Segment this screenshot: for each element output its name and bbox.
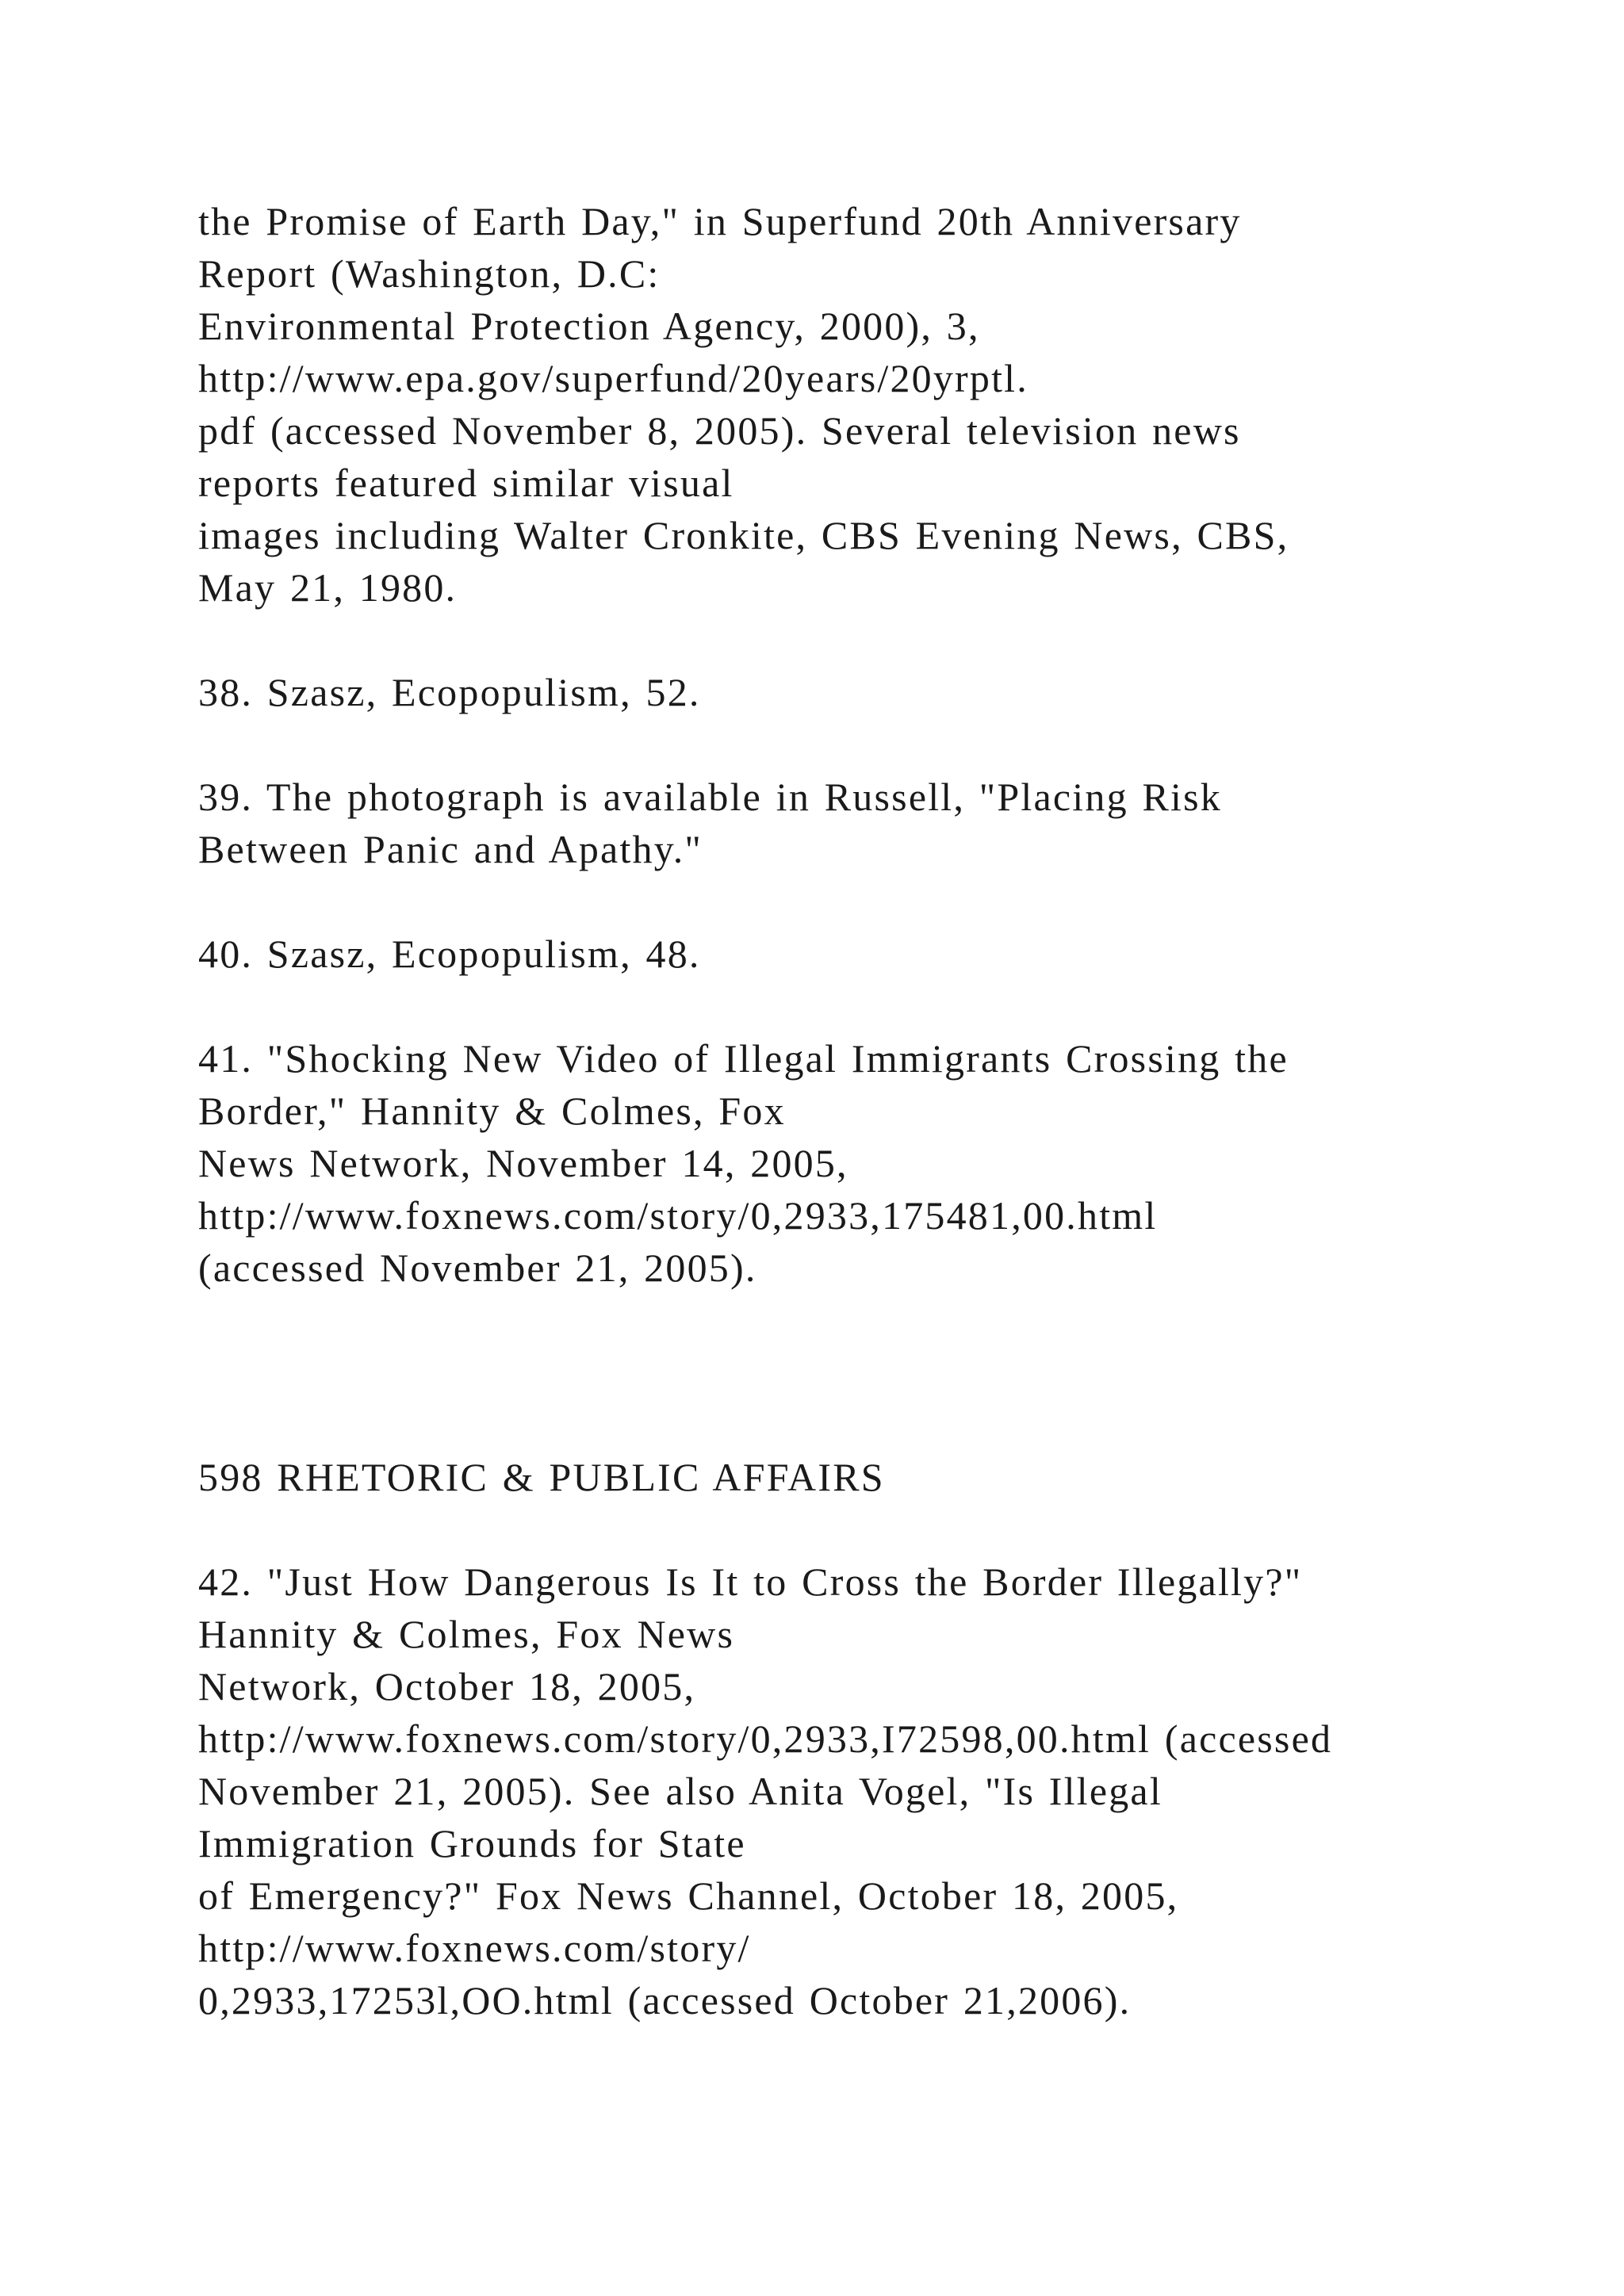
text-line: (accessed November 21, 2005).	[198, 1246, 757, 1290]
text-block	[198, 195, 1594, 2079]
footnote-37-continued	[198, 195, 1594, 614]
url-line: http://www.foxnews.com/story/	[198, 1926, 751, 1970]
running-header	[198, 1451, 1594, 1503]
text-line: Environmental Protection Agency, 2000), 3,	[198, 304, 980, 348]
text-line: Hannity & Colmes, Fox News	[198, 1612, 735, 1656]
text-line: 40. Szasz, Ecopopulism, 48.	[198, 932, 701, 976]
footnote-42	[198, 1556, 1594, 2026]
text-line: 42. "Just How Dangerous Is It to Cross the Border Illegally?"	[198, 1559, 1303, 1604]
text-line: of Emergency?" Fox News Channel, October 18, 2005,	[198, 1873, 1179, 1918]
url-line: http://www.epa.gov/superfund/20years/20yrptl.	[198, 356, 1028, 400]
text-line: reports featured similar visual	[198, 461, 734, 505]
text-line: Border," Hannity & Colmes, Fox	[198, 1089, 786, 1133]
text-line: 38. Szasz, Ecopopulism, 52.	[198, 670, 701, 714]
text-line: Report (Washington, D.C:	[198, 251, 661, 296]
footnote-40	[198, 928, 1594, 980]
url-line: http://www.foxnews.com/story/0,2933,I72598,00.html (accessed	[198, 1716, 1333, 1761]
running-header-text: 598 RHETORIC & PUBLIC AFFAIRS	[198, 1455, 885, 1499]
text-line: Network, October 18, 2005,	[198, 1664, 696, 1709]
footnote-41	[198, 1032, 1594, 1294]
text-line: pdf (accessed November 8, 2005). Several television news	[198, 408, 1241, 453]
text-line: Immigration Grounds for State	[198, 1821, 746, 1866]
text-line: 41. "Shocking New Video of Illegal Immigrants Crossing the	[198, 1036, 1289, 1081]
footnote-39	[198, 771, 1594, 875]
text-line: News Network, November 14, 2005,	[198, 1141, 848, 1185]
text-line: November 21, 2005). See also Anita Vogel, "Is Illegal	[198, 1769, 1162, 1813]
text-line: the Promise of Earth Day," in Superfund 20th Anniversary	[198, 199, 1242, 243]
text-line: 0,2933,17253l,OO.html (accessed October 21,2006).	[198, 1978, 1132, 2022]
text-line: May 21, 1980.	[198, 565, 458, 610]
footnote-38	[198, 666, 1594, 718]
text-line: Between Panic and Apathy."	[198, 827, 703, 871]
text-line: images including Walter Cronkite, CBS Evening News, CBS,	[198, 513, 1289, 557]
text-line: 39. The photograph is available in Russell, "Placing Risk	[198, 775, 1222, 819]
url-line: http://www.foxnews.com/story/0,2933,175481,00.html	[198, 1193, 1158, 1238]
